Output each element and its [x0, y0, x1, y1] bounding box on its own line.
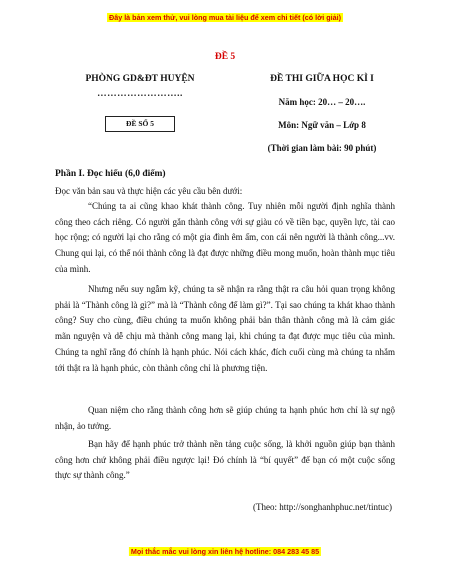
source-citation: (Theo: http://songhanhphuc.net/tintuc) — [253, 502, 392, 512]
passage-paragraph: Quan niệm cho rằng thành công hơn sẽ giúp chúng ta hạnh phúc hơn chỉ là sự ngộ nhận, ảo tưởng. — [55, 405, 395, 431]
time-limit: (Thời gian làm bài: 90 phút) — [267, 143, 377, 153]
department-name: PHÒNG GD&ĐT HUYỆN — [85, 74, 195, 84]
hotline-banner: Mọi thắc mắc vui lòng xin liên hệ hotline: 084 283 45 85 — [130, 547, 320, 556]
district-dots: …………………….. — [97, 89, 183, 99]
passage-paragraph: Nhưng nếu suy ngẫm kỹ, chúng ta sẽ nhận ra rằng thật ra câu hỏi quan trọng không phải là “Thành công là gì?” mà là “Thành công để làm gì?”. Tại sao chúng ta khát khao thành công? Suy cho cùng, điều chúng ta muốn không phải bản thân thành công mà là cảm giác mãn nguyện và dễ chịu mà thành công mang lại, khi chúng ta đạt được mục tiêu của mình. Chúng ta nghĩ rằng đó chính là hạnh phúc. Nói cách khác, đích cuối cùng mà chúng ta nhắm tới thật ra là hạnh phúc, còn thành công chỉ là phương tiện. — [55, 284, 395, 373]
exam-number-box: ĐỀ SỐ 5 — [105, 116, 175, 132]
passage-paragraph: “Chúng ta ai cũng khao khát thành công. Tuy nhiên mỗi người định nghĩa thành công theo cách riêng. Có người gắn thành công với sự giàu có về tiền bạc, quyền lực, tài cao học rộng; có người lại cho rằng có một gia đình êm ấm, con cái nên người là thành công...vv. Chung qui lại, có thể nói thành công là đạt được những điều mong muốn, hoàn thành mục tiêu của mình. — [55, 201, 395, 274]
exam-label: ĐỀ 5 — [214, 52, 236, 62]
exam-title: ĐỀ THI GIỮA HỌC KÌ I — [270, 74, 374, 84]
school-year: Năm học: 20… – 20…. — [278, 97, 366, 107]
instruction-text: Đọc văn bản sau và thực hiện các yêu cầu bên dưới: — [55, 186, 243, 196]
passage-paragraph: Bạn hãy để hạnh phúc trở thành nền tảng cuộc sống, là khởi nguồn giúp bạn thành công hơn chứ không phải điều ngược lại! Đó chính là “bí quyết” để bạn có một cuộc sống thực sự thành công.” — [55, 439, 395, 481]
section-title: Phần I. Đọc hiểu (6,0 điểm) — [55, 169, 166, 179]
subject: Môn: Ngữ văn – Lớp 8 — [278, 120, 366, 130]
preview-banner: Đây là bản xem thử, vui lòng mua tài liệu để xem chi tiết (có lời giải) — [109, 13, 341, 22]
